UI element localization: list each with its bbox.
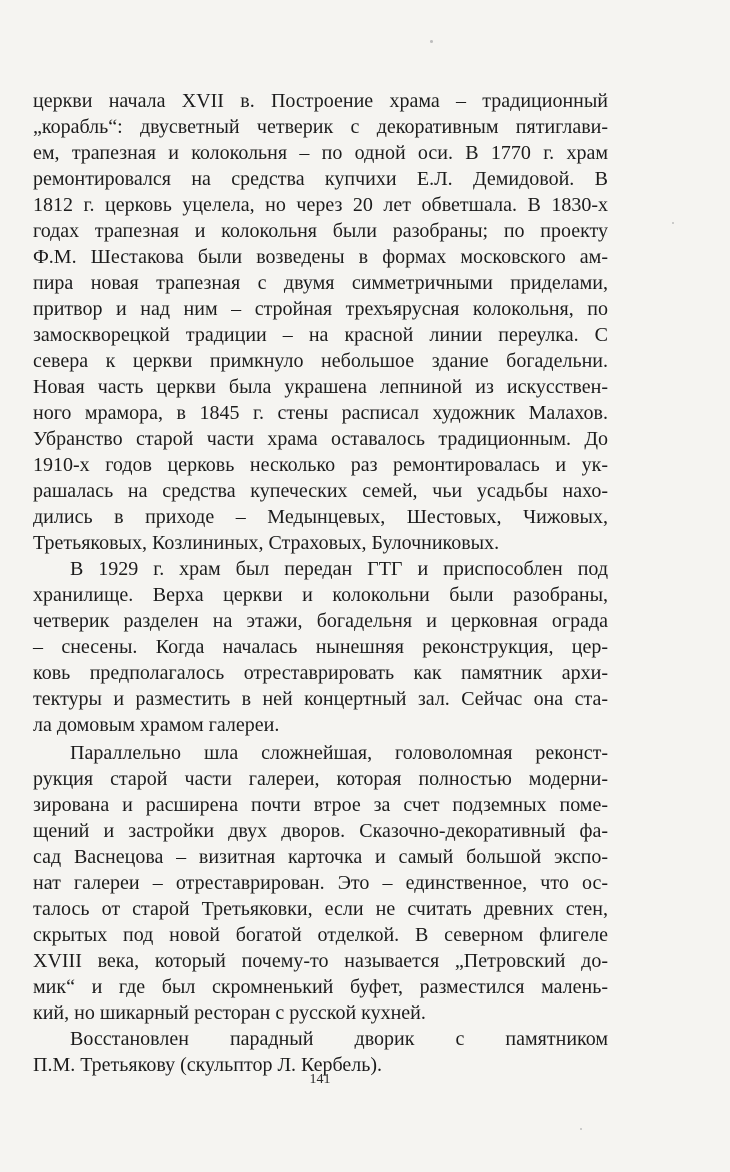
- text-line: 1910-х годов церковь несколько раз ремонтировалась и ук-: [33, 454, 608, 476]
- text-line: Третьяковых, Козлининых, Страховых, Булочниковых.: [33, 532, 500, 554]
- text-line: замоскворецкой традиции – на красной линии переулка. С: [33, 324, 608, 346]
- text-line: рашалась на средства купеческих семей, чьи усадьбы нахо-: [33, 480, 608, 502]
- scan-speck: [430, 40, 433, 43]
- text-line: Убранство старой части храма оставалось традиционным. До: [33, 428, 608, 450]
- scan-speck: [580, 1128, 582, 1130]
- text-line: Новая часть церкви была украшена лепниной из искусствен-: [33, 376, 608, 398]
- text-line: кий, но шикарный ресторан с русской кухней.: [33, 1002, 426, 1024]
- text-line: нат галереи – отреставрирован. Это – единственное, что ос-: [33, 872, 608, 894]
- text-line: хранилище. Верха церкви и колокольни были разобраны,: [33, 584, 608, 606]
- text-line: 1812 г. церковь уцелела, но через 20 лет обветшала. В 1830-х: [33, 194, 608, 216]
- text-line: ремонтировался на средства купчихи Е.Л. Демидовой. В: [33, 168, 608, 190]
- page-number: 141: [309, 1072, 331, 1087]
- scan-speck: [672, 222, 674, 224]
- text-line: Восстановлен парадный дворик с памятником: [70, 1028, 608, 1050]
- text-line: годах трапезная и колокольня были разобраны; по проекту: [33, 220, 608, 242]
- text-line: В 1929 г. храм был передан ГТГ и приспособлен под: [70, 558, 608, 580]
- text-line: XVIII века, который почему-то называется „Петровский до-: [33, 950, 608, 972]
- text-line: четверик разделен на этажи, богадельня и церковная ограда: [33, 610, 608, 632]
- text-line: П.М. Третьякову (скульптор Л. Кербель).: [33, 1054, 383, 1076]
- text-line: скрытых под новой богатой отделкой. В северном флигеле: [33, 924, 608, 946]
- text-line: церкви начала XVII в. Построение храма – традиционный: [33, 90, 608, 112]
- text-line: дились в приходе – Медынцевых, Шестовых, Чижовых,: [33, 506, 608, 528]
- text-line: севера к церкви примкнуло небольшое здание богадельни.: [33, 350, 608, 372]
- text-line: талось от старой Третьяковки, если не считать древних стен,: [33, 898, 608, 920]
- text-line: „корабль“: двусветный четверик с декоративным пятиглави-: [33, 116, 608, 138]
- text-line: ла домовым храмом галереи.: [33, 714, 280, 736]
- text-line: Ф.М. Шестакова были возведены в формах московского ам-: [33, 246, 608, 268]
- text-line: зирована и расширена почти втрое за счет подземных поме-: [33, 794, 608, 816]
- text-line: Параллельно шла сложнейшая, головоломная реконст-: [70, 742, 608, 764]
- text-line: щений и застройки двух дворов. Сказочно-декоративный фа-: [33, 820, 608, 842]
- text-line: мик“ и где был скромненький буфет, разместился малень-: [33, 976, 608, 998]
- text-line: ного мрамора, в 1845 г. стены расписал художник Малахов.: [33, 402, 608, 424]
- text-line: ем, трапезная и колокольня – по одной оси. В 1770 г. храм: [33, 142, 608, 164]
- text-line: рукция старой части галереи, которая полностью модерни-: [33, 768, 608, 790]
- text-line: сад Васнецова – визитная карточка и самый большой экспо-: [33, 846, 608, 868]
- text-line: тектуры и разместить в ней концертный зал. Сейчас она ста-: [33, 688, 608, 710]
- text-line: пира новая трапезная с двумя симметричными приделами,: [33, 272, 608, 294]
- text-line: притвор и над ним – стройная трехъярусная колокольня, по: [33, 298, 608, 320]
- text-line: – снесены. Когда началась нынешняя реконструкция, цер-: [33, 636, 608, 658]
- text-line: ковь предполагалось отреставрировать как памятник архи-: [33, 662, 608, 684]
